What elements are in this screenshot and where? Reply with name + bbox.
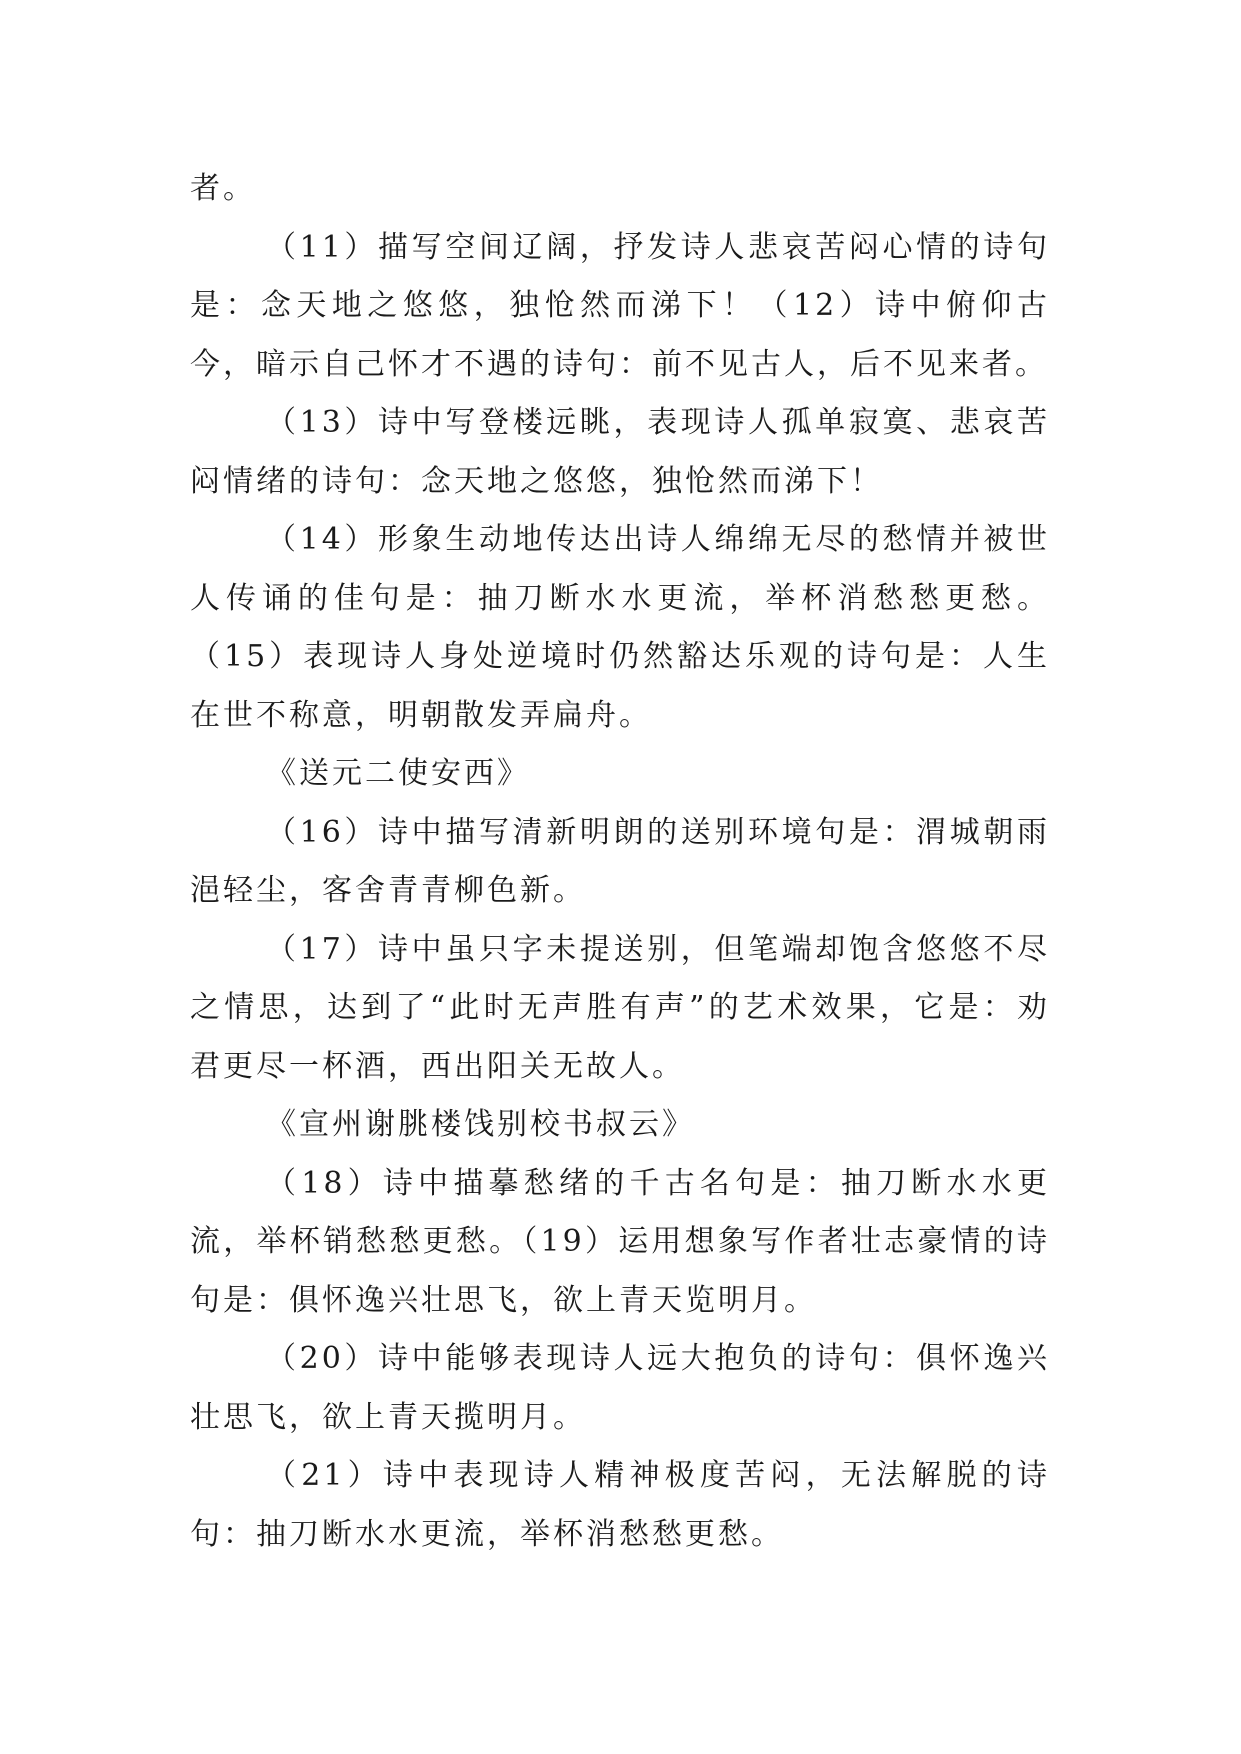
document-body bbox=[190, 160, 1050, 1564]
paragraph-8: （18）诗中描摹愁绪的千古名句是：抽刀断水水更流，举杯销愁愁更愁。（19）运用想象写作者壮志豪情的诗句是：俱怀逸兴壮思飞，欲上青天览明月。 bbox=[190, 1165, 1050, 1318]
section-title-xuanzhou: 《宣州谢朓楼饯别校书叔云》 bbox=[266, 1107, 695, 1142]
paragraph-6: （17）诗中虽只字未提送别，但笔端却饱含悠悠不尽之情思，达到了“此时无声胜有声”的艺术效果，它是：劝君更尽一杯酒，西出阳关无故人。 bbox=[190, 931, 1050, 1084]
paragraph-2: （13）诗中写登楼远眺，表现诗人孤单寂寞、悲哀苦闷情绪的诗句：念天地之悠悠，独怆然而涕下！ bbox=[190, 405, 1050, 499]
paragraph-9: （20）诗中能够表现诗人远大抱负的诗句：俱怀逸兴壮思飞，欲上青天揽明月。 bbox=[190, 1341, 1050, 1435]
paragraph-5: （16）诗中描写清新明朗的送别环境句是：渭城朝雨浥轻尘，客舍青青柳色新。 bbox=[190, 814, 1050, 908]
paragraph-3: （14）形象生动地传达出诗人绵绵无尽的愁情并被世人传诵的佳句是：抽刀断水水更流，举杯消愁愁更愁。（15）表现诗人身处逆境时仍然豁达乐观的诗句是：人生在世不称意，明朝散发弄扁舟。 bbox=[190, 522, 1050, 733]
paragraph-1: （11）描写空间辽阔，抒发诗人悲哀苦闷心情的诗句是：念天地之悠悠，独怆然而涕下！（12）诗中俯仰古今，暗示自己怀才不遇的诗句：前不见古人，后不见来者。 bbox=[190, 229, 1050, 382]
paragraph-10: （21）诗中表现诗人精神极度苦闷，无法解脱的诗句：抽刀断水水更流，举杯消愁愁更愁。 bbox=[190, 1458, 1050, 1552]
paragraph-0: 者。 bbox=[190, 171, 256, 206]
section-title-song-yuan-er: 《送元二使安西》 bbox=[266, 756, 530, 791]
